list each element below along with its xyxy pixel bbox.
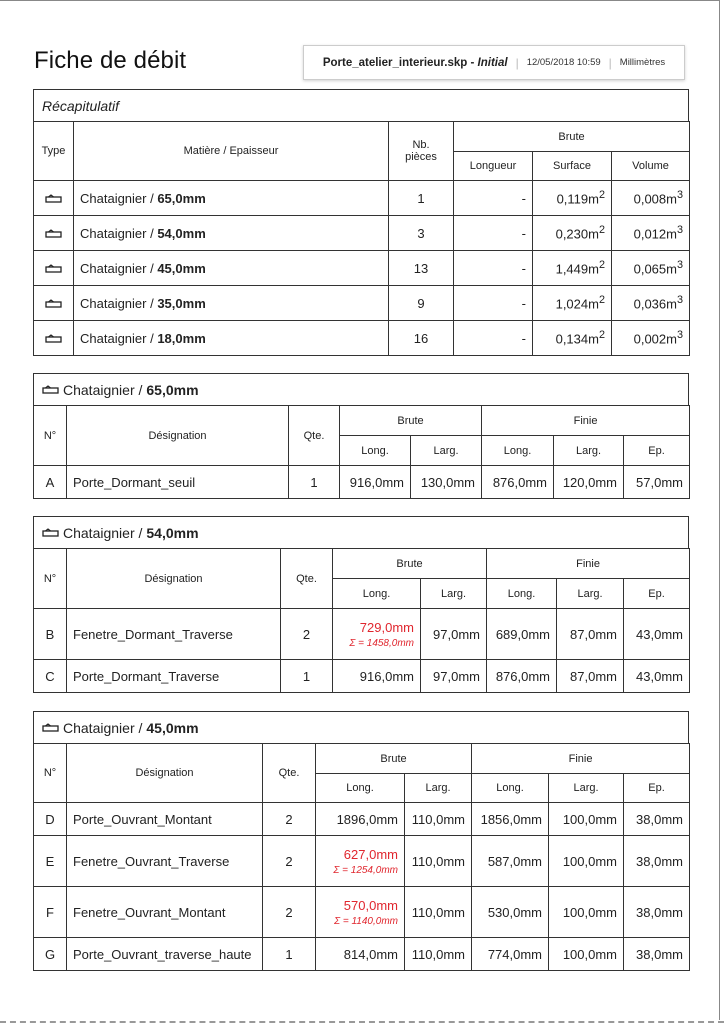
section-material: Chataignier / [63,719,143,736]
section-header-45mm [33,711,689,743]
separator: | [515,55,519,70]
gross-larg: 110,0mm [405,887,472,938]
col-num: N° [34,744,67,803]
part-id: C [34,660,67,693]
table-row [34,887,690,938]
col-designation: Désignation [67,744,263,803]
col-ep: Ep. [624,774,690,803]
table-row [34,251,690,286]
gross-long: 570,0mm Σ = 1140,0mm [316,887,405,938]
col-qty: Qte. [281,549,333,609]
col-designation: Désignation [67,406,289,466]
col-fin-long: Long. [487,579,557,609]
material-cell: Chataignier / 18,0mm [74,321,389,356]
col-fin-long: Long. [482,436,554,466]
fin-ep: 38,0mm [624,836,690,887]
gross-larg: 130,0mm [411,466,482,499]
part-designation: Fenetre_Ouvrant_Montant [67,887,263,938]
volume-cell: $0,008m^3$ [612,181,690,216]
table-row [34,466,690,499]
fin-larg: 100,0mm [549,803,624,836]
fin-ep: 43,0mm [624,609,690,660]
gross-long: 729,0mm Σ = 1458,0mm [333,609,421,660]
col-gross-long: Long. [333,579,421,609]
col-finished: Finie [487,549,690,579]
part-designation: Porte_Dormant_seuil [67,466,289,499]
board-icon [45,194,62,204]
board-icon [42,723,59,733]
col-num: N° [34,549,67,609]
col-qty: Qte. [289,406,340,466]
length-cell: - [454,251,533,286]
fin-larg: 100,0mm [549,938,624,971]
count-cell: 3 [389,216,454,251]
count-cell: 13 [389,251,454,286]
surface-cell: $1,449m^2$ [533,251,612,286]
part-qty: 2 [263,836,316,887]
part-qty: 1 [281,660,333,693]
section-thickness: 65,0mm [146,381,199,398]
part-id: F [34,887,67,938]
gross-larg: 110,0mm [405,803,472,836]
col-designation: Désignation [67,549,281,609]
board-icon [42,385,59,395]
summary-title: Récapitulatif [42,97,120,114]
col-material: Matière / Epaisseur [74,122,389,181]
count-cell: 1 [389,181,454,216]
count-cell: 16 [389,321,454,356]
col-fin-larg: Larg. [549,774,624,803]
volume-cell: $0,012m^3$ [612,216,690,251]
col-gross: Brute [316,744,472,774]
col-gross: Brute [333,549,487,579]
table-row [34,609,690,660]
units: Millimètres [619,57,666,68]
board-icon [45,264,62,274]
fin-ep: 57,0mm [624,466,690,499]
count-cell: 9 [389,286,454,321]
col-count: Nb. pièces [389,122,454,181]
col-length: Longueur [454,152,533,181]
summary-table [33,121,690,356]
page-break-line [0,1021,724,1023]
gross-larg: 97,0mm [421,660,487,693]
separator: | [608,55,612,70]
board-icon [42,528,59,538]
gross-larg: 97,0mm [421,609,487,660]
material-cell: Chataignier / 35,0mm [74,286,389,321]
col-gross: Brute [454,122,690,152]
section-thickness: 45,0mm [146,719,199,736]
gross-larg: 110,0mm [405,938,472,971]
length-cell: - [454,286,533,321]
fin-ep: 43,0mm [624,660,690,693]
col-finished: Finie [482,406,690,436]
fin-long: 774,0mm [472,938,549,971]
section-header-65mm [33,373,689,405]
fin-larg: 87,0mm [557,609,624,660]
summary-header [33,89,689,121]
part-id: G [34,938,67,971]
length-cell: - [454,321,533,356]
gross-long: 916,0mm [340,466,411,499]
table-row [34,660,690,693]
summary-header-row [34,122,690,152]
length-cell: - [454,216,533,251]
section-header-54mm [33,516,689,548]
col-ep: Ep. [624,436,690,466]
fin-long: 587,0mm [472,836,549,887]
filename: Porte_atelier_interieur.skp - Initial [322,56,508,69]
volume-cell: $0,036m^3$ [612,286,690,321]
fin-long: 1856,0mm [472,803,549,836]
table-row [34,836,690,887]
part-qty: 1 [289,466,340,499]
parts-header-row [34,744,690,774]
volume-cell: $0,065m^3$ [612,251,690,286]
part-qty: 2 [263,887,316,938]
fin-larg: 100,0mm [549,836,624,887]
fin-long: 689,0mm [487,609,557,660]
datetime: 12/05/2018 10:59 [526,57,601,68]
col-fin-long: Long. [472,774,549,803]
fin-larg: 120,0mm [554,466,624,499]
fin-ep: 38,0mm [624,887,690,938]
col-fin-larg: Larg. [557,579,624,609]
part-id: B [34,609,67,660]
col-type: Type [34,122,74,181]
part-qty: 2 [281,609,333,660]
gross-long: 814,0mm [316,938,405,971]
gross-sum: Σ = 1458,0mm [349,637,414,649]
fin-long: 876,0mm [482,466,554,499]
table-row [34,181,690,216]
material-cell: Chataignier / 65,0mm [74,181,389,216]
material-cell: Chataignier / 45,0mm [74,251,389,286]
col-num: N° [34,406,67,466]
col-finished: Finie [472,744,690,774]
col-gross-larg: Larg. [421,579,487,609]
volume-cell: $0,002m^3$ [612,321,690,356]
col-gross-larg: Larg. [405,774,472,803]
parts-table-45mm [33,743,690,971]
part-id: A [34,466,67,499]
parts-table-65mm [33,405,690,499]
type-cell [34,181,74,216]
type-cell [34,321,74,356]
fin-larg: 100,0mm [549,887,624,938]
document-info-box [303,45,685,80]
board-icon [45,229,62,239]
table-row [34,803,690,836]
surface-cell: $0,134m^2$ [533,321,612,356]
part-id: D [34,803,67,836]
gross-long: 1896,0mm [316,803,405,836]
surface-cell: $0,119m^2$ [533,181,612,216]
surface-cell: $1,024m^2$ [533,286,612,321]
col-volume: Volume [612,152,690,181]
part-designation: Porte_Ouvrant_Montant [67,803,263,836]
col-surface: Surface [533,152,612,181]
part-designation: Porte_Dormant_Traverse [67,660,281,693]
board-icon [45,334,62,344]
part-qty: 2 [263,803,316,836]
table-row [34,286,690,321]
col-gross-long: Long. [316,774,405,803]
section-material: Chataignier / [63,524,143,541]
part-id: E [34,836,67,887]
table-row [34,321,690,356]
gross-larg: 110,0mm [405,836,472,887]
board-icon [45,299,62,309]
section-material: Chataignier / [63,381,143,398]
table-row [34,216,690,251]
gross-long: 627,0mm Σ = 1254,0mm [316,836,405,887]
section-thickness: 54,0mm [146,524,199,541]
fin-larg: 87,0mm [557,660,624,693]
part-qty: 1 [263,938,316,971]
material-cell: Chataignier / 54,0mm [74,216,389,251]
col-gross-larg: Larg. [411,436,482,466]
part-designation: Fenetre_Ouvrant_Traverse [67,836,263,887]
col-gross: Brute [340,406,482,436]
length-cell: - [454,181,533,216]
part-designation: Porte_Ouvrant_traverse_haute [67,938,263,971]
col-qty: Qte. [263,744,316,803]
type-cell [34,216,74,251]
part-designation: Fenetre_Dormant_Traverse [67,609,281,660]
fin-ep: 38,0mm [624,938,690,971]
col-gross-long: Long. [340,436,411,466]
parts-table-54mm [33,548,690,693]
parts-header-row [34,406,690,436]
gross-sum: Σ = 1254,0mm [333,864,398,876]
parts-header-row [34,549,690,579]
fin-ep: 38,0mm [624,803,690,836]
gross-long: 916,0mm [333,660,421,693]
col-ep: Ep. [624,579,690,609]
fin-long: 876,0mm [487,660,557,693]
fin-long: 530,0mm [472,887,549,938]
col-fin-larg: Larg. [554,436,624,466]
type-cell [34,286,74,321]
table-row [34,938,690,971]
surface-cell: $0,230m^2$ [533,216,612,251]
type-cell [34,251,74,286]
page-title: Fiche de débit [34,47,187,74]
gross-sum: Σ = 1140,0mm [334,915,398,927]
